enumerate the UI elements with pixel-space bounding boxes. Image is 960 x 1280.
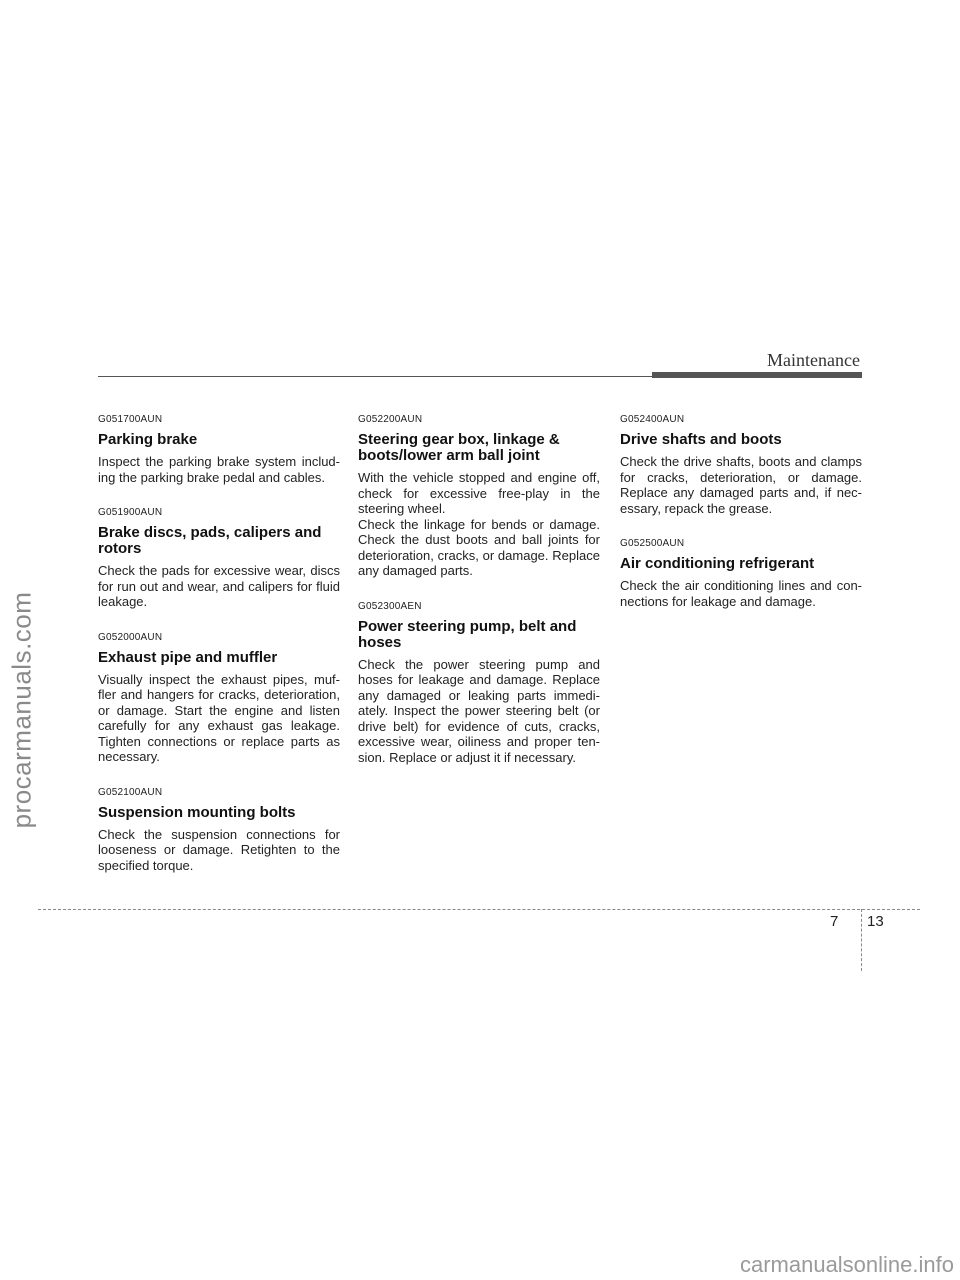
section-ac-refrigerant <box>620 538 862 609</box>
section-heading: Parking brake <box>98 431 198 448</box>
footer-dashed-divider <box>861 909 862 971</box>
section-body <box>98 672 340 765</box>
section-body <box>98 563 340 610</box>
section-body <box>358 657 600 766</box>
bottom-watermark: carmanualsonline.info <box>739 1252 954 1277</box>
section-code: G052500AUN <box>620 538 685 549</box>
side-watermark <box>2 545 42 875</box>
paragraph: Check the air conditioning lines and con-nections for leakage and damage. <box>620 578 862 609</box>
section-code: G052100AUN <box>98 786 163 798</box>
section-heading: Drive shafts and boots <box>620 431 782 448</box>
chapter-number: 7 <box>830 913 839 930</box>
section-exhaust <box>98 632 340 765</box>
section-parking-brake <box>98 414 340 485</box>
section-steering-gear <box>358 414 600 579</box>
section-heading: Steering gear box, linkage & boots/lower arm ball joint <box>358 431 560 464</box>
section-body <box>358 470 600 579</box>
section-body <box>98 454 340 485</box>
column-2 <box>358 414 600 787</box>
paragraph: Inspect the parking brake system includ-ing the parking brake pedal and cables. <box>98 454 340 485</box>
paragraph: Check the drive shafts, boots and clamps for cracks, deterioration, or damage. Replace any damaged parts and, if nec-essary, repack the grease. <box>620 454 862 516</box>
section-code: G051700AUN <box>98 414 163 425</box>
header-rule-accent <box>652 372 862 378</box>
footer-dashed-rule <box>38 909 920 910</box>
section-code: G052200AUN <box>358 414 423 425</box>
section-code: G051900AUN <box>98 507 163 518</box>
section-code: G052000AUN <box>98 631 163 643</box>
section-code: G052300AEN <box>358 600 422 612</box>
section-title: Maintenance <box>767 350 860 370</box>
side-watermark-text: procarmanuals.com <box>6 591 37 829</box>
section-code: G052400AUN <box>620 414 685 425</box>
section-heading: Power steering pump, belt and hoses <box>358 617 577 651</box>
paragraph: Check the linkage for bends or damage. Check the dust boots and ball joints for deterioration, cracks, or damage. Replace any damaged parts. <box>358 516 600 578</box>
section-heading: Suspension mounting bolts <box>98 803 296 821</box>
section-body <box>98 827 340 874</box>
page-number: 13 <box>867 913 884 930</box>
section-power-steering <box>358 601 600 766</box>
paragraph: Check the power steering pump and hoses for leakage and damage. Replace any damaged or leaking parts immedi-ately. Inspect the power steering belt (or drive belt) for evidence of cuts, cracks, excessive wear, oiliness and proper ten-sion. Replace or adjust it if necessary. <box>358 656 600 765</box>
section-heading: Air conditioning refrigerant <box>620 555 815 572</box>
section-drive-shafts <box>620 414 862 516</box>
section-body <box>620 578 862 609</box>
section-body <box>620 454 862 516</box>
paragraph: Check the pads for excessive wear, discs for run out and wear, and calipers for fluid leakage. <box>98 563 340 609</box>
paragraph: Check the suspension connections for looseness or damage. Retighten to the specified torque. <box>98 826 340 873</box>
column-1 <box>98 414 340 895</box>
section-brake-discs <box>98 507 340 610</box>
paragraph: With the vehicle stopped and engine off, check for excessive free-play in the steering wheel. <box>358 470 600 516</box>
section-heading: Exhaust pipe and muffler <box>98 648 278 666</box>
header-rule <box>98 376 652 377</box>
section-suspension <box>98 787 340 874</box>
paragraph: Visually inspect the exhaust pipes, muf-fler and hangers for cracks, deterioration, or damage. Start the engine and listen carefully for any exhaust gas leakage. Tighten connections or replace parts as necessary. <box>98 671 340 764</box>
column-3 <box>620 414 862 631</box>
section-heading: Brake discs, pads, calipers and rotors <box>98 524 322 557</box>
